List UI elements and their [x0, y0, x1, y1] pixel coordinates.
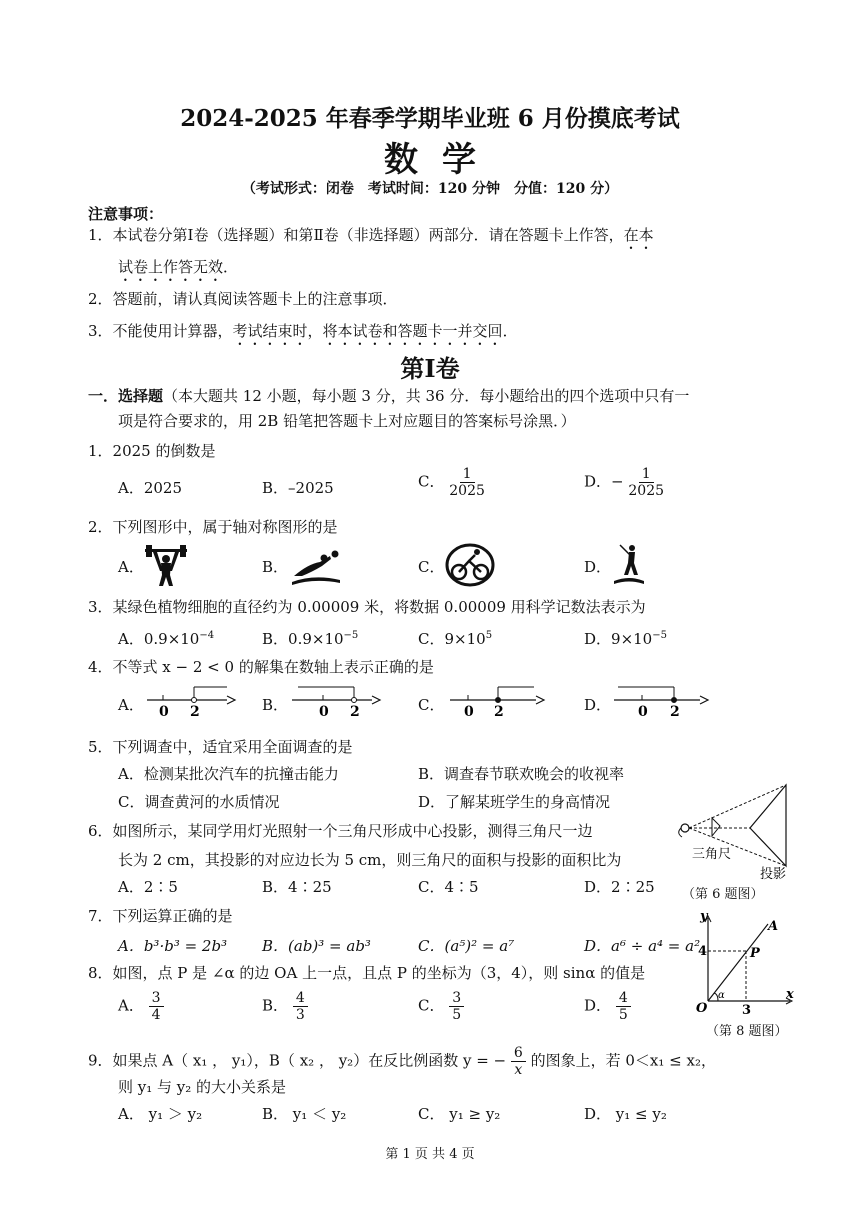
q9-stem: 9．如果点 A（ x₁ ， y₁），B（ x₂ ， y₂）在反比例函数 y = − $\frac{6}{x}$ 的图象上，若 0＜x₁ ≤ x₂， [88, 1045, 716, 1078]
q4-stem: 4．不等式 x − 2 < 0 的解集在数轴上表示正确的是 [88, 658, 434, 676]
tick-0: 0 [319, 704, 329, 720]
q2-stem: 2．下列图形中，属于轴对称图形的是 [88, 518, 338, 536]
q6-option-c: C．4∶5 [418, 878, 479, 896]
q1-stem: 1．2025 的倒数是 [88, 442, 216, 460]
q9-option-d: D． y₁ ≤ y₂ [584, 1105, 667, 1123]
cyclist-icon [445, 543, 495, 587]
q9-option-a: A． y₁ ＞ y₂ [118, 1105, 203, 1123]
note-3: 3．不能使用计算器，考试结束时，将本试卷和答题卡一并交回． [88, 322, 518, 340]
q1-option-b: B．–2025 [262, 479, 334, 497]
svg-text:x: x [786, 987, 794, 1002]
q8-option-b: B． $\frac{4}{3}$ [262, 990, 308, 1023]
q8-figure-caption: （第 8 题图） [706, 1024, 788, 1039]
weightlifter-icon [143, 543, 189, 587]
q5-option-c: C．调查黄河的水质情况 [118, 793, 280, 811]
note-1: 1．本试卷分第Ⅰ卷（选择题）和第Ⅱ卷（非选择题）两部分．请在答题卡上作答，在本 [88, 226, 654, 244]
note-1-cont: 试卷上作答无效． [118, 258, 239, 276]
q6-option-b: B．4∶25 [262, 878, 332, 896]
q4-number-line-d [612, 680, 710, 720]
svg-text:A: A [768, 919, 779, 934]
q3-option-b: B．$0.9\times 10^{-5}$ [262, 630, 359, 648]
q2-option-b: B． [262, 558, 289, 576]
q8-option-a: A． $\frac{3}{4}$ [118, 990, 164, 1023]
q2-option-c: C． [418, 558, 445, 576]
tick-0: 0 [464, 704, 474, 720]
q3-option-d: D．$9\times 10^{-5}$ [584, 630, 667, 648]
q8-option-d: D． $\frac{4}{5}$ [584, 990, 631, 1023]
notes-title: 注意事项： [88, 205, 164, 223]
q2-option-a: A． [118, 558, 144, 576]
q1-option-a: A．2025 [118, 479, 183, 497]
q7-stem: 7．下列运算正确的是 [88, 907, 233, 925]
svg-text:P: P [750, 946, 760, 961]
tick-0: 0 [638, 704, 648, 720]
q6-option-d: D．2∶25 [584, 878, 655, 896]
part-title: 第Ⅰ卷 [400, 354, 460, 383]
svg-text:y: y [700, 909, 708, 924]
q8-stem: 8．如图，点 P 是 ∠α 的边 OA 上一点，且点 P 的坐标为（3，4），则 sinα 的值是 [88, 964, 646, 982]
note-2: 2．答题前，请认真阅读答题卡上的注意事项． [88, 290, 398, 308]
q4-option-d-label: D． [584, 696, 612, 714]
q9-option-b: B． y₁ ＜ y₂ [262, 1105, 347, 1123]
q5-option-b: B．调查春节联欢晚会的收视率 [418, 765, 625, 783]
q6-projection-figure [672, 780, 796, 880]
q5-option-a: A．检测某批次汽车的抗撞击能力 [118, 765, 339, 783]
q6-stem-2: 长为 2 cm，其投影的对应边长为 5 cm，则三角尺的面积与投影的面积比为 [118, 851, 622, 869]
svg-text:α: α [718, 990, 725, 1001]
tick-2: 2 [494, 704, 504, 720]
svg-text:O: O [696, 1001, 708, 1016]
q6-figure-caption: （第 6 题图） [682, 887, 764, 902]
q7-option-d: D．a⁶ ÷ a⁴ = a² [584, 937, 701, 955]
golfer-icon [612, 543, 646, 587]
section-heading: 一．选择题（本大题共 12 小题，每小题 3 分，共 36 分．每小题给出的四个选项中只有一 [88, 387, 690, 405]
q1-option-d: D．− $\frac{1}{2025}$ [584, 466, 665, 499]
q4-option-a-label: A． [118, 696, 144, 714]
tick-2: 2 [350, 704, 360, 720]
subject-title: 数学 [384, 140, 500, 180]
exam-info: （考试形式：闭卷 考试时间：120 分钟 分值：120 分） [241, 181, 619, 197]
tick-0: 0 [159, 704, 169, 720]
q5-stem: 5．下列调查中，适宜采用全面调查的是 [88, 738, 353, 756]
q4-number-line-b [290, 680, 382, 720]
tick-2: 2 [670, 704, 680, 720]
exam-title: 2024-2025 年春季学期毕业班 6 月份摸底考试 [180, 105, 680, 132]
volleyball-player-icon [290, 546, 344, 586]
q9-option-c: C． y₁ ≥ y₂ [418, 1105, 501, 1123]
q2-option-d: D． [584, 558, 612, 576]
q9-stem-2: 则 y₁ 与 y₂ 的大小关系是 [118, 1078, 287, 1096]
fig-label-projection: 投影 [760, 867, 787, 880]
q1-option-c: C． $\frac{1}{2025}$ [418, 466, 485, 499]
q4-number-line-a [145, 680, 237, 720]
svg-text:4: 4 [698, 944, 708, 959]
q5-option-d: D．了解某班学生的身高情况 [418, 793, 611, 811]
q7-option-c: C．(a⁵)² = a⁷ [418, 937, 515, 955]
q4-option-b-label: B． [262, 696, 289, 714]
q3-option-a: A．$0.9\times 10^{-4}$ [118, 630, 215, 648]
page-number: 第 1 页 共 4 页 [385, 1147, 475, 1162]
q3-stem: 3．某绿色植物细胞的直径约为 0.00009 米，将数据 0.00009 用科学记数法表示为 [88, 598, 646, 616]
q7-option-b: B．(ab)³ = ab³ [262, 937, 371, 955]
q6-option-a: A．2∶5 [118, 878, 178, 896]
q8-coordinate-figure [690, 906, 800, 1016]
q8-option-c: C． $\frac{3}{5}$ [418, 990, 464, 1023]
tick-2: 2 [190, 704, 200, 720]
svg-text:3: 3 [742, 1003, 752, 1016]
q4-number-line-c [448, 680, 546, 720]
fig-label-ruler: 三角尺 [692, 847, 732, 862]
q4-option-c-label: C． [418, 696, 445, 714]
q3-option-c: C．$9\times 10^5$ [418, 630, 493, 648]
q7-option-a: A．b³·b³ = 2b³ [118, 937, 228, 955]
q6-stem-1: 6．如图所示，某同学用灯光照射一个三角尺形成中心投影，测得三角尺一边 [88, 822, 593, 840]
section-instructions: 项是符合要求的，用 2B 铅笔把答题卡上对应题目的答案标号涂黑．） [118, 412, 576, 430]
